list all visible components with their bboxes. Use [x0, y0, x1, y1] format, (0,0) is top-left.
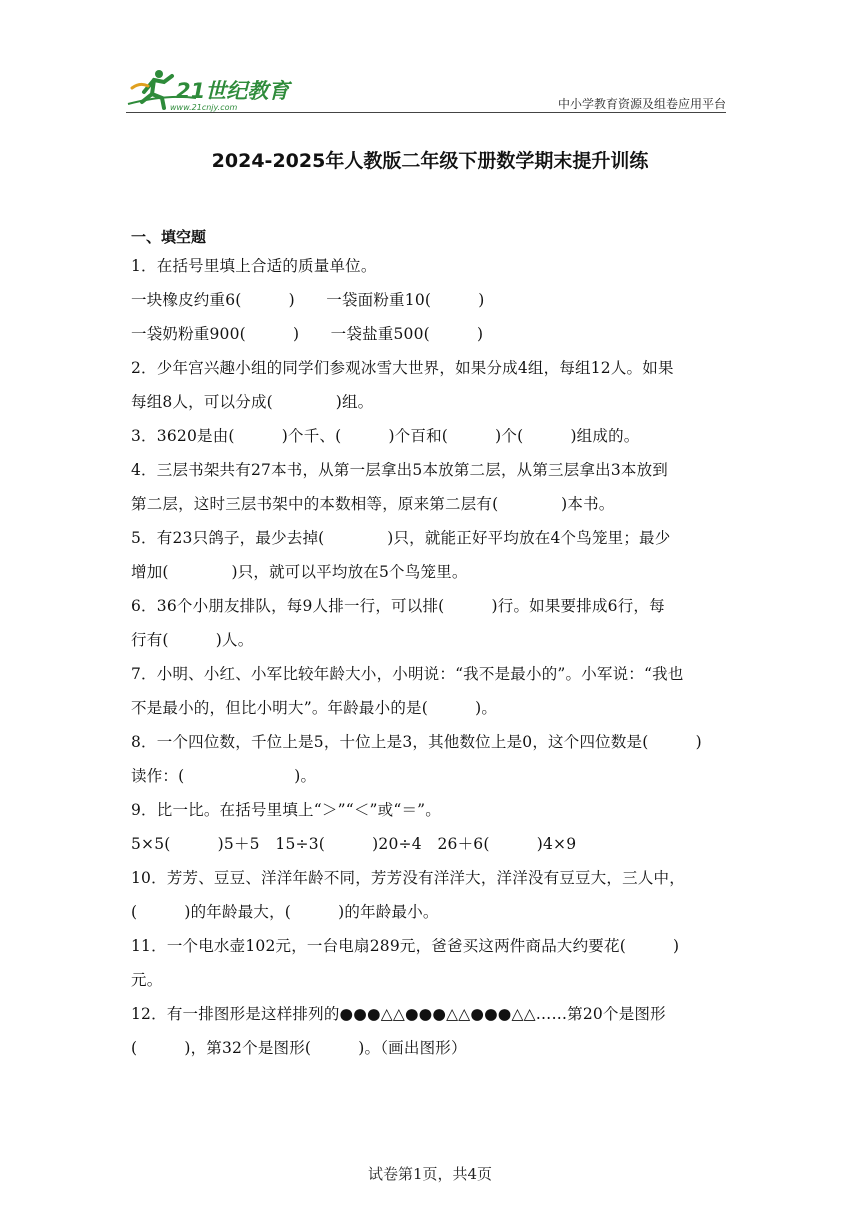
- question-line: 不是最小的，但比小明大”。年龄最小的是( )。: [131, 699, 498, 717]
- question-line: 5×5( )5＋5 15÷3( )20÷4 26＋6( )4×9: [131, 835, 577, 853]
- platform-label: 中小学教育资源及组卷应用平台: [557, 97, 726, 111]
- question-line: 5．有23只鸽子，最少去掉( )只，就能正好平均放在4个鸟笼里；最少: [131, 529, 671, 547]
- section-title: 一、填空题: [131, 228, 207, 246]
- question-line: 4．三层书架共有27本书，从第一层拿出5本放第二层，从第三层拿出3本放到: [131, 461, 669, 479]
- site-logo: [126, 64, 296, 112]
- question-line: 每组8人，可以分成( )组。: [131, 393, 374, 411]
- question-line: 一块橡皮约重6( ) 一袋面粉重10( ): [131, 291, 485, 309]
- question-line: 2．少年宫兴趣小组的同学们参观冰雪大世界，如果分成4组，每组12人。如果: [131, 359, 674, 377]
- question-line: ( )的年龄最大，( )的年龄最小。: [131, 903, 439, 921]
- question-line: 9．比一比。在括号里填上“＞”“＜”或“＝”。: [131, 801, 442, 819]
- question-line: 7．小明、小红、小军比较年龄大小，小明说：“我不是最小的”。小军说：“我也: [131, 665, 684, 683]
- page-header: [126, 64, 726, 114]
- logo-text: 21世纪教育: [176, 79, 290, 103]
- question-line: 增加( )只，就可以平均放在5个鸟笼里。: [131, 563, 468, 581]
- question-line: 一袋奶粉重900( ) 一袋盐重500( ): [131, 325, 484, 343]
- logo-url: www.21cnjy.com: [170, 103, 238, 112]
- question-line: 1．在括号里填上合适的质量单位。: [131, 257, 377, 275]
- header-divider: [126, 112, 726, 113]
- page-footer: 试卷第1页，共4页: [367, 1165, 493, 1183]
- question-line: 3．3620是由( )个千、( )个百和( )个( )组成的。: [131, 427, 640, 445]
- page-title: 2024-2025年人教版二年级下册数学期末提升训练: [211, 150, 649, 172]
- question-lines: [131, 249, 731, 1065]
- question-line: 10．芳芳、豆豆、洋洋年龄不同，芳芳没有洋洋大，洋洋没有豆豆大，三人中，: [131, 869, 685, 887]
- running-man-logo-icon: [126, 64, 296, 112]
- question-line: 12．有一排图形是这样排列的●●●△△●●●△△●●●△△……第20个是图形: [131, 1005, 666, 1023]
- question-section: [131, 225, 731, 1065]
- question-line: 8．一个四位数，千位上是5，十位上是3，其他数位上是0，这个四位数是( ): [131, 733, 702, 751]
- question-line: ( )，第32个是图形( )。（画出图形）: [131, 1039, 467, 1057]
- question-line: 元。: [131, 971, 163, 989]
- question-line: 第二层，这时三层书架中的本数相等，原来第二层有( )本书。: [131, 495, 615, 513]
- question-line: 读作：( )。: [131, 767, 317, 785]
- question-line: 6．36个小朋友排队，每9人排一行，可以排( )行。如果要排成6行，每: [131, 597, 665, 615]
- question-line: 11．一个电水壶102元，一台电扇289元，爸爸买这两件商品大约要花( ): [131, 937, 680, 955]
- question-line: 行有( )人。: [131, 631, 254, 649]
